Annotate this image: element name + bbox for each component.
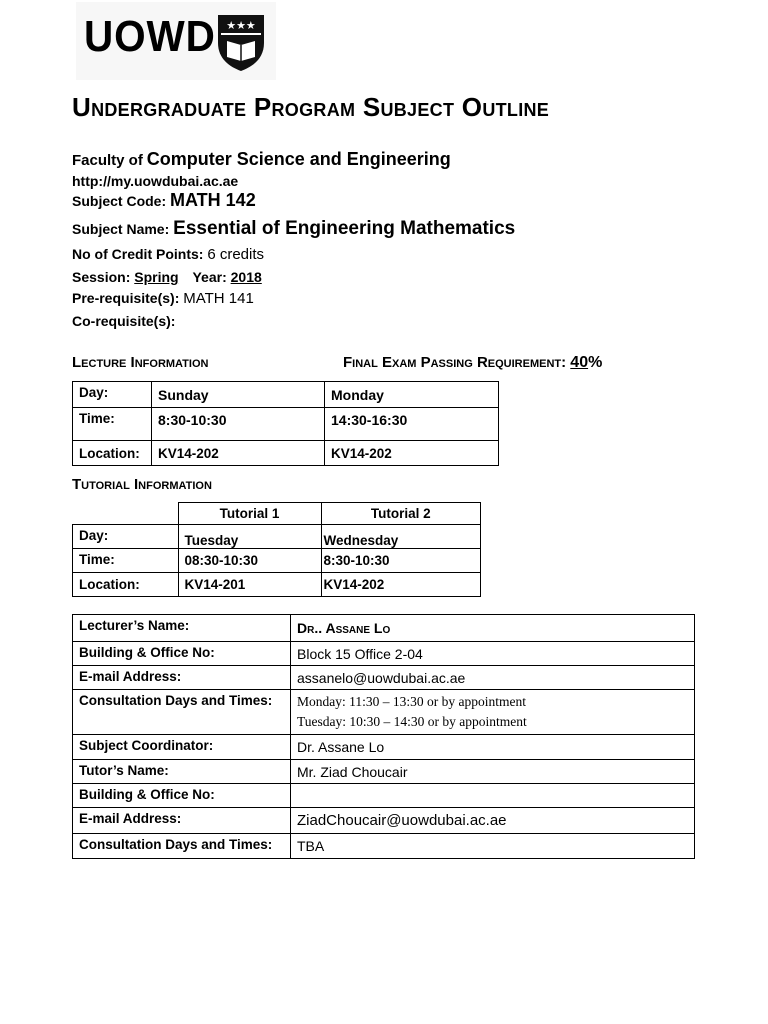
lecturer-label: Lecturer’s Name:: [73, 615, 291, 642]
credit-points-label: No of Credit Points:: [72, 246, 204, 262]
final-exam-value: 40: [570, 354, 589, 371]
table-row: [73, 382, 499, 408]
table-row: [73, 642, 695, 666]
lecture-time-1: 8:30-10:30: [152, 408, 325, 441]
uowd-logo: [76, 2, 276, 80]
svg-text:★★★: ★★★: [226, 19, 256, 32]
session-value: Spring: [134, 269, 179, 285]
lecture-time-2: 14:30-16:30: [325, 408, 499, 441]
building-office-1: Block 15 Office 2-04: [291, 642, 695, 666]
building-office-label-2: Building & Office No:: [73, 784, 291, 808]
session-line: [72, 269, 262, 285]
faculty-name: Computer Science and Engineering: [146, 149, 451, 169]
building-office-label-1: Building & Office No:: [73, 642, 291, 666]
logo-text: UOWD: [84, 12, 216, 61]
table-row: [73, 784, 695, 808]
subject-url: http://my.uowdubai.ac.ae: [72, 173, 239, 189]
table-row: [73, 549, 481, 573]
lecture-table: [72, 381, 499, 466]
prerequisite-line: [72, 290, 254, 307]
subject-code-value: MATH 142: [170, 190, 256, 210]
tutorial-day-2: Wednesday: [321, 525, 481, 549]
email-label-1: E-mail Address:: [73, 666, 291, 690]
lecture-day-label: Day:: [73, 382, 152, 408]
corequisite-label: Co-requisite(s):: [72, 313, 176, 329]
table-row: [73, 503, 481, 525]
tutor-consultation: TBA: [291, 834, 695, 859]
credit-points-line: [72, 246, 264, 263]
table-row: [73, 666, 695, 690]
lecturer-name: Dr.. Assane Lo: [291, 615, 695, 642]
table-row: [73, 834, 695, 859]
page-title: Undergraduate Program Subject Outline: [72, 92, 550, 122]
lecture-day-2: Monday: [325, 382, 499, 408]
subject-name-label: Subject Name:: [72, 221, 170, 237]
table-row: [73, 760, 695, 784]
tutorial-location-1: KV14-201: [178, 573, 321, 597]
year-value: 2018: [230, 269, 262, 285]
consultation-line-monday: Monday: 11:30 – 13:30 or by appointment: [297, 694, 526, 709]
subject-name-line: [72, 218, 515, 240]
tutorial-table: [72, 502, 481, 597]
final-exam-unit: %: [588, 354, 603, 371]
credit-points-value: 6 credits: [207, 246, 265, 263]
corequisite-line: [72, 313, 175, 331]
lecturer-email: assanelo@uowdubai.ac.ae: [291, 666, 695, 690]
prerequisite-value: MATH 141: [183, 290, 254, 307]
table-row: [73, 735, 695, 760]
lecture-location-label: Location:: [73, 441, 152, 466]
lecture-location-2: KV14-202: [325, 441, 499, 466]
tutorial-heading: Tutorial Information: [72, 476, 212, 493]
subject-code-line: [72, 190, 256, 211]
final-exam-requirement: [343, 354, 602, 372]
table-row: [73, 808, 695, 834]
tutorial-header-1: Tutorial 1: [178, 503, 321, 525]
subject-name-value: Essential of Engineering Mathematics: [173, 218, 516, 239]
table-row: [73, 615, 695, 642]
tutor-label: Tutor’s Name:: [73, 760, 291, 784]
subject-code-label: Subject Code:: [72, 193, 167, 209]
table-row: [73, 573, 481, 597]
shield-crest-icon: [216, 13, 266, 73]
lecture-heading: Lecture Information: [72, 354, 209, 371]
table-row: [73, 690, 695, 735]
tutorial-time-2: 8:30-10:30: [321, 549, 481, 573]
tutorial-day-1: Tuesday: [178, 525, 321, 549]
tutorial-header-2: Tutorial 2: [321, 503, 481, 525]
tutor-email: ZiadChoucair@uowdubai.ac.ae: [291, 808, 695, 834]
table-row: [73, 441, 499, 466]
faculty-prefix: Faculty of: [72, 152, 143, 169]
consultation-label-2: Consultation Days and Times:: [73, 834, 291, 859]
faculty-line: [72, 149, 451, 170]
tutorial-day-label: Day:: [73, 525, 179, 549]
consultation-line-tuesday: Tuesday: 10:30 – 14:30 or by appointment: [297, 714, 527, 729]
lecturer-consultation: [291, 690, 695, 735]
tutorial-location-label: Location:: [73, 573, 179, 597]
year-label: Year:: [192, 269, 227, 285]
staff-table: [72, 614, 695, 859]
tutorial-time-label: Time:: [73, 549, 179, 573]
tutorial-location-2: KV14-202: [321, 573, 481, 597]
building-office-2: [291, 784, 695, 808]
final-exam-label: Final Exam Passing Requirement:: [343, 354, 567, 371]
consultation-label-1: Consultation Days and Times:: [73, 690, 291, 735]
table-row: [73, 408, 499, 441]
tutor-name: Mr. Ziad Choucair: [291, 760, 695, 784]
tutorial-time-1: 08:30-10:30: [178, 549, 321, 573]
lecture-location-1: KV14-202: [152, 441, 325, 466]
coordinator-label: Subject Coordinator:: [73, 735, 291, 760]
lecture-day-1: Sunday: [152, 382, 325, 408]
table-row: [73, 525, 481, 549]
session-label: Session:: [72, 269, 131, 285]
email-label-2: E-mail Address:: [73, 808, 291, 834]
lecture-time-label: Time:: [73, 408, 152, 441]
subject-coordinator: Dr. Assane Lo: [291, 735, 695, 760]
prerequisite-label: Pre-requisite(s):: [72, 290, 180, 306]
